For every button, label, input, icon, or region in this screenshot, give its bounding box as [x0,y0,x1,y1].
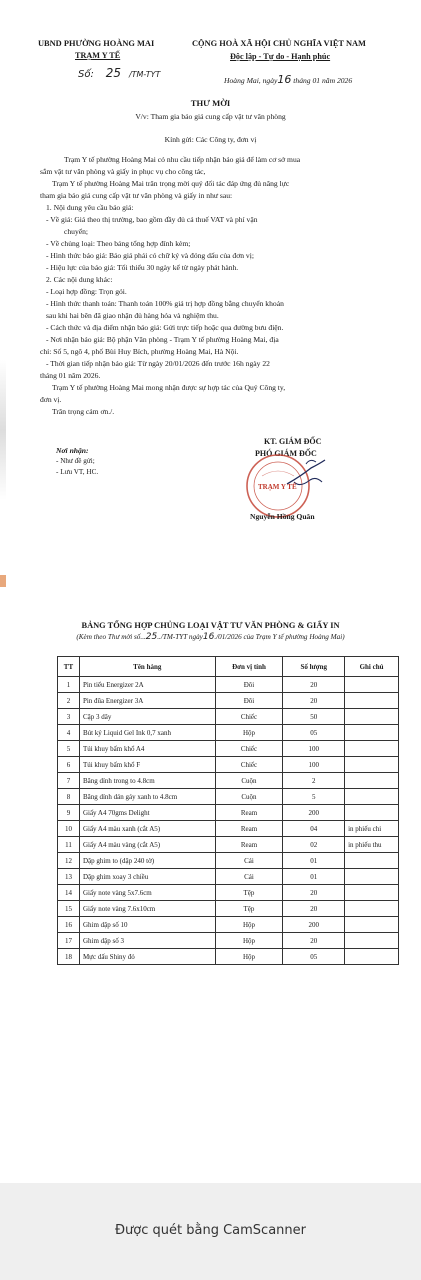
cell-index: 13 [58,869,80,885]
s1-type: - Về chủng loại: Theo bảng tổng hợp đính kèm; [46,239,191,248]
annex-subtitle [0,632,421,643]
table-row [58,933,399,949]
table-row [58,885,399,901]
annex-title: BẢNG TỔNG HỢP CHỦNG LOẠI VẬT TƯ VĂN PHÒNG & GIẤY IN [81,621,340,630]
recipients-title: Nơi nhận: [56,446,89,455]
cell-note [345,725,399,741]
cell-note [345,773,399,789]
cell-unit: Đôi [215,693,283,709]
issue-date [224,74,352,86]
cell-note [345,933,399,949]
p2-line1: Trạm Y tế phường Hoàng Mai trân trọng mời quý đối tác đáp ứng đủ năng lực [52,179,290,188]
p1-line2: sắm vật tư văn phòng và giấy in phục vụ cho công tác, [40,167,206,176]
cell-index: 6 [58,757,80,773]
cell-index: 17 [58,933,80,949]
cell-index: 3 [58,709,80,725]
cell-index: 12 [58,853,80,869]
table-row [58,773,399,789]
cell-item-name: Ghim dập số 3 [79,933,215,949]
annex-sub-prefix: (Kèm theo Thư mời số... [76,633,146,641]
cell-quantity: 5 [283,789,345,805]
cell-quantity: 02 [283,837,345,853]
document-number [78,68,160,80]
cell-note [345,901,399,917]
recipients-item: - Lưu VT, HC. [56,468,99,476]
sign-role-1: KT. GIÁM ĐỐC [264,437,322,446]
cell-unit: Cái [215,869,283,885]
table-row [58,821,399,837]
s1-form: - Hình thức báo giá: Báo giá phải có chữ ký và đóng dấu của đơn vị; [46,251,254,260]
cell-item-name: Giấy A4 màu xanh (cắt A5) [79,821,215,837]
col-header: TT [58,657,80,677]
table-row [58,725,399,741]
letter-subject: V/v: Tham gia báo giá cung cấp vật tư văn phòng [135,112,286,121]
cell-note [345,885,399,901]
cell-index: 1 [58,677,80,693]
agency-name: UBND PHƯỜNG HOÀNG MAI [38,39,155,48]
col-header: Ghi chú [345,657,399,677]
s2-time-1: - Thời gian tiếp nhận báo giá: Từ ngày 20/01/2026 đến trước 16h ngày 22 [46,359,270,368]
scan-edge [0,360,6,500]
cell-index: 5 [58,741,80,757]
cell-item-name: Cặp 3 dây [79,709,215,725]
cell-index: 2 [58,693,80,709]
cell-note [345,709,399,725]
cell-unit: Cuộn [215,773,283,789]
supply-table [57,656,399,965]
cell-quantity: 01 [283,853,345,869]
date-prefix: Hoàng Mai, ngày [224,76,278,85]
cell-unit: Ream [215,805,283,821]
number-handwritten: 25 [105,66,122,80]
cell-unit: Chiếc [215,709,283,725]
cell-quantity: 100 [283,741,345,757]
table-row [58,917,399,933]
cell-quantity: 50 [283,709,345,725]
scanner-footer [0,1183,421,1280]
cell-item-name: Giấy A4 màu vàng (cắt A5) [79,837,215,853]
cell-item-name: Băng dính dán gáy xanh to 4.8cm [79,789,215,805]
cell-index: 18 [58,949,80,965]
s2-place-2: chỉ: Số 5, ngõ 4, phố Bùi Huy Bích, phường Hoàng Mai, Hà Nội. [40,347,239,356]
agency-unit: TRẠM Y TẾ [75,51,121,60]
cell-unit: Tệp [215,885,283,901]
cell-note [345,757,399,773]
cell-quantity: 20 [283,677,345,693]
cell-index: 14 [58,885,80,901]
signer-name: Nguyễn Hồng Quân [250,512,315,521]
cell-item-name: Pin tiểu Energizer 2A [79,677,215,693]
table-row [58,709,399,725]
cell-quantity: 20 [283,693,345,709]
cell-item-name: Mực dấu Shiny đỏ [79,949,215,965]
table-row [58,805,399,821]
cell-item-name: Túi khuy bấm khổ F [79,757,215,773]
cell-quantity: 200 [283,805,345,821]
cell-note [345,949,399,965]
s1-price-2: chuyển; [64,227,89,236]
cell-note [345,869,399,885]
date-suffix: tháng 01 năm 2026 [293,76,353,85]
cell-unit: Hộp [215,933,283,949]
letter-title: THƯ MỜI [190,98,231,108]
cell-note [345,917,399,933]
cell-item-name: Băng dính trong to 4.8cm [79,773,215,789]
cell-note [345,789,399,805]
cell-unit: Chiếc [215,741,283,757]
cell-unit: Ream [215,821,283,837]
recipients-block [56,445,98,478]
thanks: Trân trọng cảm ơn./. [52,407,115,416]
national-title: CỘNG HOÀ XÃ HỘI CHỦ NGHĨA VIỆT NAM [192,39,366,48]
cell-unit: Hộp [215,917,283,933]
table-row [58,949,399,965]
cell-unit: Hộp [215,725,283,741]
closing-2: đơn vị. [40,395,62,404]
cell-quantity: 20 [283,933,345,949]
cell-item-name: Pin đũa Energizer 3A [79,693,215,709]
table-row [58,789,399,805]
cell-unit: Đôi [215,677,283,693]
table-row [58,869,399,885]
col-header: Số lượng [283,657,345,677]
recipients-item: - Như đề gửi; [56,457,95,465]
cell-unit: Cái [215,853,283,869]
closing-1: Trạm Y tế phường Hoàng Mai mong nhận được sự hợp tác của Quý Công ty, [52,383,286,392]
stamp-label: TRẠM Y TẾ [258,483,297,491]
s1-price-1: - Về giá: Giá theo thị trường, bao gồm đầy đủ cả thuế VAT và phí vận [46,215,258,224]
s1-title: 1. Nội dung yêu cầu báo giá: [46,203,134,212]
cell-note: in phiếu thu [345,837,399,853]
cell-note [345,805,399,821]
table-row [58,837,399,853]
table-row [58,901,399,917]
cell-index: 16 [58,917,80,933]
number-suffix: /TM-TYT [128,70,161,79]
s2-method: - Cách thức và địa điểm nhận báo giá: Gửi trực tiếp hoặc qua đường bưu điện. [46,323,284,332]
p2-line2: tham gia báo giá cung cấp vật tư văn phòng và giấy in như sau: [40,191,233,200]
cell-item-name: Dập ghim xoay 3 chiều [79,869,215,885]
cell-unit: Chiếc [215,757,283,773]
cell-quantity: 100 [283,757,345,773]
annex-sub-hand2: 16 [202,632,215,642]
letter-recipient: Kính gửi: Các Công ty, đơn vị [164,135,257,144]
national-motto: Độc lập - Tự do - Hạnh phúc [230,52,331,61]
p1-line1: Trạm Y tế phường Hoàng Mai có nhu cầu tiếp nhận báo giá để làm cơ sở mua [64,155,301,164]
s1-validity: - Hiệu lực của báo giá: Tối thiểu 30 ngày kể từ ngày phát hành. [46,263,239,272]
cell-index: 8 [58,789,80,805]
cell-quantity: 200 [283,917,345,933]
cell-quantity: 05 [283,725,345,741]
cell-unit: Ream [215,837,283,853]
cell-item-name: Túi khuy bấm khổ A4 [79,741,215,757]
cell-index: 7 [58,773,80,789]
cell-quantity: 20 [283,885,345,901]
cell-index: 11 [58,837,80,853]
cell-unit: Tệp [215,901,283,917]
s2-title: 2. Các nội dung khác: [46,275,113,284]
s2-payment-1: - Hình thức thanh toán: Thanh toán 100% giá trị hợp đồng bằng chuyển khoản [46,299,284,308]
cell-note: in phiếu chi [345,821,399,837]
cell-quantity: 20 [283,901,345,917]
sign-role-2: PHÓ GIÁM ĐỐC [255,449,317,458]
table-row [58,741,399,757]
cell-item-name: Giấy A4 70gms Delight [79,805,215,821]
date-handwritten: 16 [277,73,292,86]
cell-item-name: Giấy note vàng 5x7.6cm [79,885,215,901]
col-header: Tên hàng [79,657,215,677]
scan-edge [0,575,6,587]
cell-note [345,677,399,693]
cell-index: 10 [58,821,80,837]
cell-item-name: Bút ký Liquid Gel Ink 0,7 xanh [79,725,215,741]
cell-item-name: Dập ghim to (dập 240 tờ) [79,853,215,869]
cell-quantity: 04 [283,821,345,837]
annex-sub-hand1: 25 [145,632,158,642]
table-header-row [58,657,399,677]
table-row [58,677,399,693]
s2-contract: - Loại hợp đồng: Trọn gói. [46,287,127,296]
cell-unit: Hộp [215,949,283,965]
s2-place-1: - Nơi nhận báo giá: Bộ phận Văn phòng - Trạm Y tế phường Hoàng Mai, địa [46,335,279,344]
cell-note [345,693,399,709]
cell-note [345,853,399,869]
annex-sub-mid: ../TM-TYT ngày [157,633,203,641]
table-row [58,853,399,869]
cell-quantity: 2 [283,773,345,789]
cell-item-name: Ghim dập số 10 [79,917,215,933]
table-row [58,693,399,709]
col-header: Đơn vị tính [215,657,283,677]
cell-index: 9 [58,805,80,821]
annex-sub-suffix: ./01/2026 của Trạm Y tế phường Hoàng Mai) [214,633,345,641]
cell-unit: Cuộn [215,789,283,805]
cell-index: 4 [58,725,80,741]
cell-note [345,741,399,757]
cell-index: 15 [58,901,80,917]
scanner-watermark: Được quét bằng CamScanner [114,1223,306,1238]
s2-time-2: tháng 01 năm 2026. [40,371,101,380]
cell-quantity: 01 [283,869,345,885]
cell-quantity: 05 [283,949,345,965]
table-row [58,757,399,773]
s2-payment-2: sau khi hai bên đã giao nhận đủ hàng hóa và nghiệm thu. [46,311,219,320]
cell-item-name: Giấy note vàng 7.6x10cm [79,901,215,917]
number-prefix: Số: [78,69,94,80]
